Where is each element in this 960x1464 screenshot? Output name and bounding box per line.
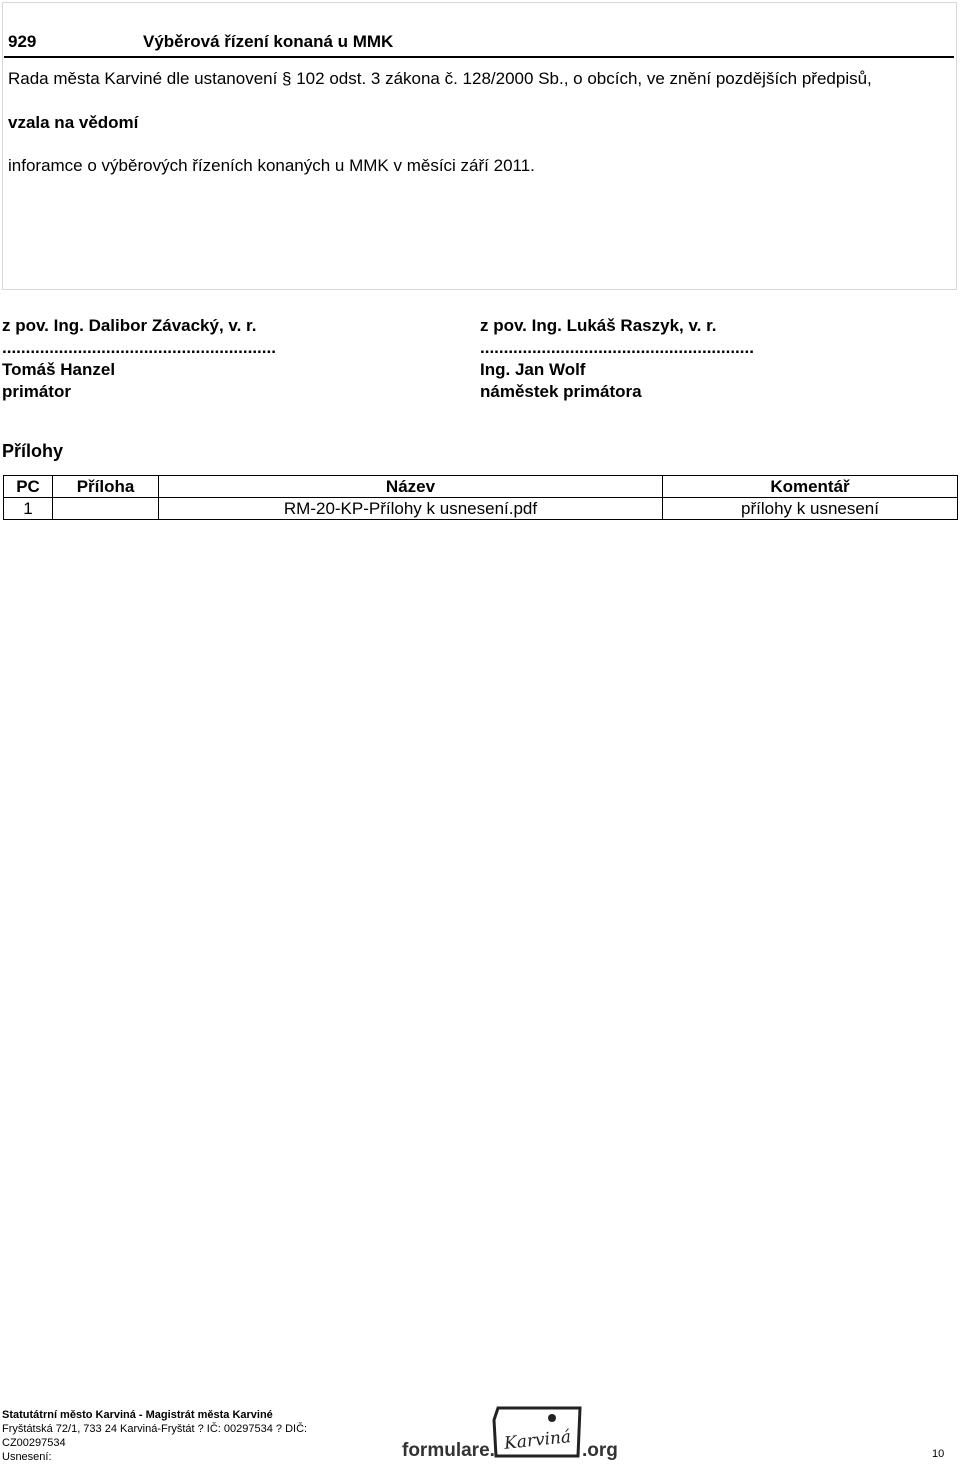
resolution-verb: vzala na vědomí xyxy=(8,113,139,132)
signature-block-right xyxy=(480,315,754,403)
signatory-role: primátor xyxy=(2,382,71,401)
column-header-nazev: Název xyxy=(159,476,663,498)
column-header-priloha: Příloha xyxy=(53,476,159,498)
cell-nazev[interactable]: RM-20-KP-Přílohy k usnesení.pdf xyxy=(159,498,663,520)
attachments-table xyxy=(3,475,958,520)
attachments-heading: Přílohy xyxy=(2,441,64,461)
page-number: 10 xyxy=(932,1448,945,1460)
logo-text-right: .org xyxy=(582,1440,618,1461)
signature-proxy: z pov. Ing. Lukáš Raszyk, v. r. xyxy=(480,316,717,335)
formulare-karvina-logo xyxy=(402,1404,618,1461)
title-divider xyxy=(4,56,954,58)
resolution-intro: Rada města Karviné dle ustanovení § 102 odst. 3 zákona č. 128/2000 Sb., o obcích, ve znění pozdějších předpisů, xyxy=(8,69,872,88)
footer-address: Fryštátská 72/1, 733 24 Karviná-Fryštát ? IČ: 00297534 ? DIČ: xyxy=(2,1423,308,1435)
logo-script-text: Karviná xyxy=(503,1426,573,1454)
resolution-title: Výběrová řízení konaná u MMK xyxy=(143,32,394,51)
signatory-role: náměstek primátora xyxy=(480,382,642,401)
table-row xyxy=(4,498,958,520)
signature-line: .......................................................... xyxy=(480,338,754,357)
table-header-row xyxy=(4,476,958,498)
footer-usneseni: Usnesení: xyxy=(2,1451,52,1463)
signature-block-left xyxy=(2,315,276,403)
signatory-name: Ing. Jan Wolf xyxy=(480,360,586,379)
footer-info xyxy=(2,1408,307,1464)
cell-komentar: přílohy k usnesení xyxy=(663,498,958,520)
cell-pc: 1 xyxy=(4,498,53,520)
signature-line: .......................................................... xyxy=(2,338,276,357)
resolution-number: 929 xyxy=(8,32,37,51)
footer-org: Statutátrní město Karviná - Magistrát města Karviné xyxy=(2,1409,273,1421)
signature-proxy: z pov. Ing. Dalibor Závacký, v. r. xyxy=(2,316,257,335)
cell-priloha xyxy=(53,498,159,520)
column-header-pc: PC xyxy=(4,476,53,498)
column-header-komentar: Komentář xyxy=(663,476,958,498)
resolution-body: inforamce o výběrových řízeních konaných u MMK v měsíci září 2011. xyxy=(8,156,535,175)
logo-text-left: formulare. xyxy=(402,1440,495,1461)
footer-dic: CZ00297534 xyxy=(2,1437,66,1449)
logo-dot xyxy=(548,1414,556,1422)
signatory-name: Tomáš Hanzel xyxy=(2,360,116,379)
